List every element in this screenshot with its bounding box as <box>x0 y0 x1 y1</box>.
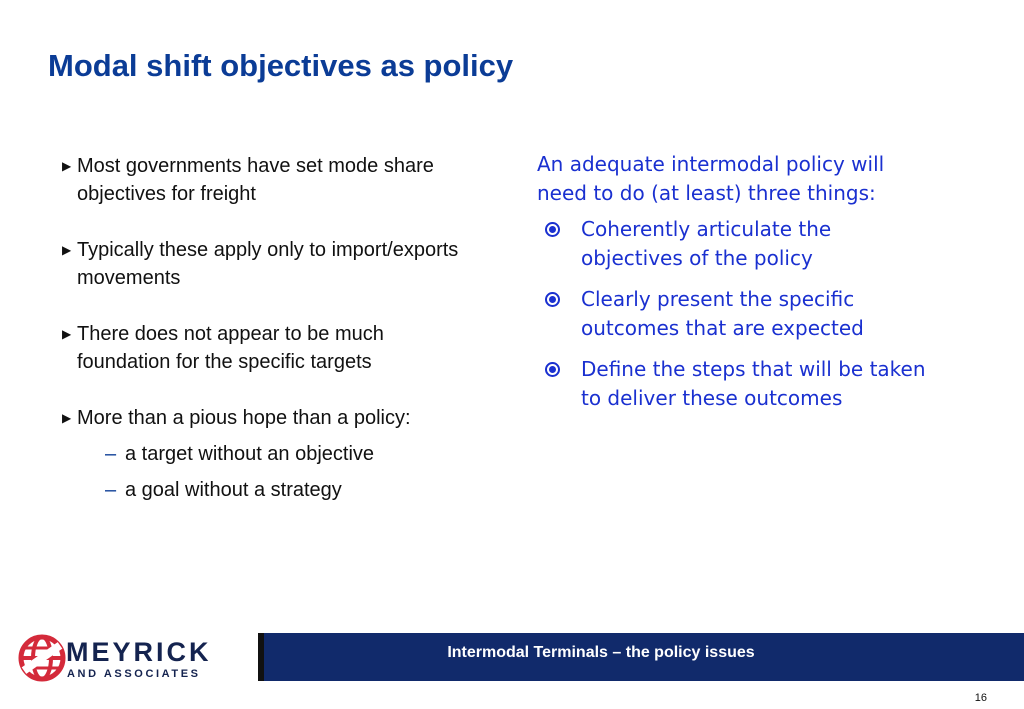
logo-subtitle: AND ASSOCIATES <box>67 668 201 680</box>
requirement-text: Coherently articulate the objectives of the policy <box>581 217 832 270</box>
footer-banner-text: Intermodal Terminals – the policy issues <box>447 644 755 661</box>
bullet-item <box>60 404 460 504</box>
bullet-text: Most governments have set mode share objectives for freight <box>77 155 434 205</box>
requirement-text: Clearly present the specific outcomes that are expected <box>581 287 864 340</box>
requirement-text: Define the steps that will be taken to deliver these outcomes <box>581 357 926 410</box>
left-bullet-list <box>60 152 460 504</box>
bullet-text: More than a pious hope than a policy: <box>77 407 411 429</box>
policy-requirements-panel <box>537 150 937 425</box>
sub-bullet-text: a target without an objective <box>125 443 375 465</box>
slide-title: Modal shift objectives as policy <box>48 48 514 83</box>
page-number: 16 <box>974 692 987 704</box>
target-ring-icon <box>545 362 560 377</box>
footer-divider <box>248 633 258 681</box>
bullet-text: There does not appear to be much foundation for the specific targets <box>77 323 384 373</box>
bullet-item <box>60 152 460 208</box>
triangle-right-icon: ▶ <box>62 327 72 341</box>
bullet-item <box>60 236 460 292</box>
sub-bullet-text: a goal without a strategy <box>125 479 342 501</box>
logo-wordmark: MEYRICK <box>66 637 212 667</box>
sub-bullet-item <box>77 476 460 504</box>
sub-bullet-item <box>77 440 460 468</box>
requirement-item <box>537 355 937 412</box>
bullet-text: Typically these apply only to import/exports movements <box>77 239 459 289</box>
dash-icon: – <box>105 443 117 465</box>
dash-icon: – <box>105 479 117 501</box>
requirement-item <box>537 215 937 272</box>
requirement-item <box>537 285 937 342</box>
triangle-right-icon: ▶ <box>62 159 72 173</box>
triangle-right-icon: ▶ <box>62 243 72 257</box>
bullet-item <box>60 320 460 376</box>
triangle-right-icon: ▶ <box>62 411 72 425</box>
target-ring-icon <box>545 292 560 307</box>
requirements-intro: An adequate intermodal policy will need to do (at least) three things: <box>537 152 885 205</box>
target-ring-icon <box>545 222 560 237</box>
